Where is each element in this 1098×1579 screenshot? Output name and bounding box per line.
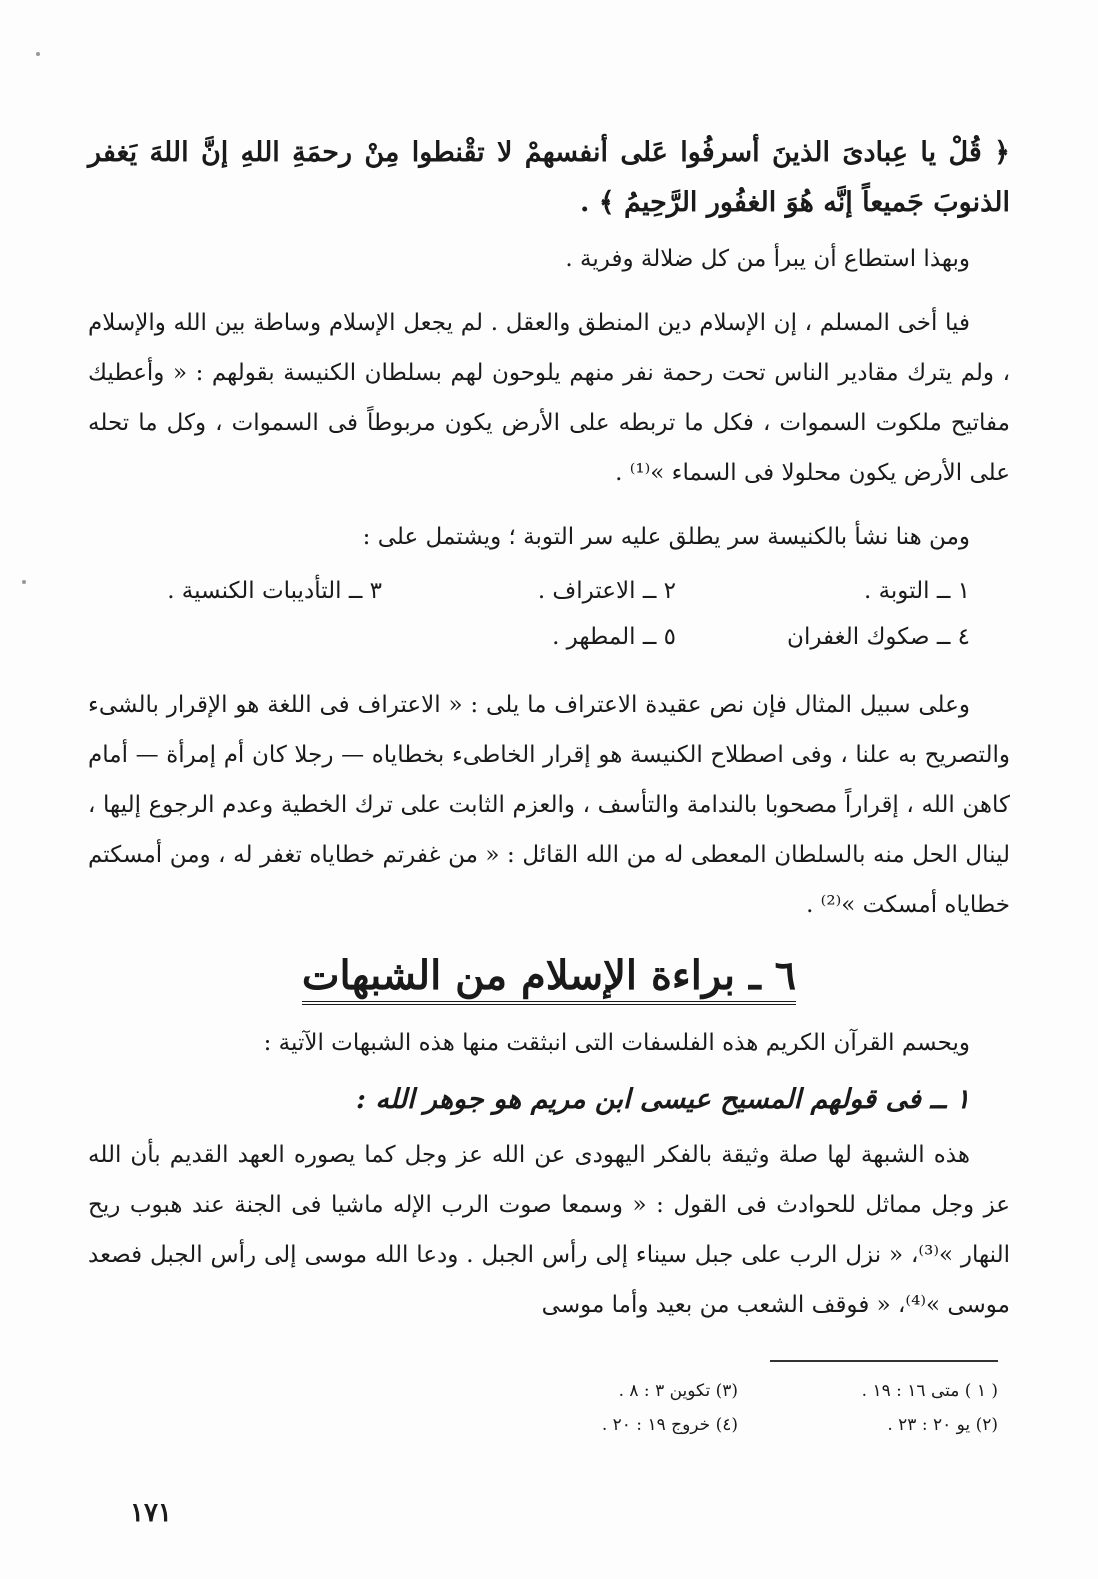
paragraph: ويحسم القرآن الكريم هذه الفلسفات التى انبثقت منها هذه الشبهات الآتية : — [263, 1030, 970, 1056]
paragraph: وعلى سبيل المثال فإن نص عقيدة الاعتراف ما يلى : « الاعتراف فى اللغة هو الإقرار بالشىء والتصريح به علنا ، وفى اصطلاح الكنيسة هو إقرار الخاطىء بخطاياه — رجلا كان أم إمرأة — أمام كاهن الله ، إقراراً مصحوبا بالندامة والتأسف ، والعزم الثابت على ترك الخطية وعدم الرجوع إليها ، لينال الحل منه بالسلطان المعطى له من الله القائل : « من غفرتم خطاياه تغفر له ، ومن أمسكتم خطاياه أمسكت »⁽²⁾ . — [88, 692, 1010, 918]
list-item: ٢ ــ الاعتراف . — [537, 578, 676, 604]
footnote-divider — [770, 1360, 998, 1362]
list-item: ٤ ــ صكوك الغفران — [787, 624, 970, 650]
footnotes — [518, 1374, 998, 1442]
paragraph: ومن هنا نشأ بالكنيسة سر يطلق عليه سر التوبة ؛ ويشتمل على : — [362, 524, 970, 550]
footnote: (٢) يو ٢٠ : ٢٣ . — [887, 1415, 998, 1435]
footnote: (٤) خروج ١٩ : ٢٠ . — [601, 1415, 738, 1435]
list-item: ١ ــ التوبة . — [863, 578, 970, 604]
scan-speck — [36, 52, 40, 56]
list-item: ٣ ــ التأديبات الكنسية . — [167, 578, 382, 604]
page-number: ١٧١ — [130, 1498, 172, 1528]
section-title — [88, 948, 1010, 1004]
quran-verse: ﴿ قُلْ يا عِبادىَ الذينَ أسرفُوا عَلى أنفسهمْ لا تقْنطوا مِنْ رحمَةِ اللهِ إنَّ اللهَ يَغفر الذنوبَ جَميعاً إنَّه هُوَ الغفُور الرَّحِيمُ ﴾ . — [88, 137, 1010, 218]
footnote: (٣) تكوين ٣ : ٨ . — [618, 1381, 738, 1401]
list-item: ٥ ــ المطهر . — [552, 624, 676, 650]
section-title-text: ٦ ـ براءة الإسلام من الشبهات — [302, 952, 796, 1005]
sacrament-list — [88, 568, 1010, 660]
paragraph: وبهذا استطاع أن يبرأ من كل ضلالة وفرية . — [565, 246, 970, 272]
paragraph: هذه الشبهة لها صلة وثيقة بالفكر اليهودى عن الله عز وجل كما يصوره العهد القديم بأن الله عز وجل مماثل للحوادث فى القول : « وسمعا صوت الرب الإله ماشيا فى الجنة عند هبوب ريح النهار »⁽³⁾، « نزل الرب على جبل سيناء إلى رأس الجبل . ودعا الله موسى إلى رأس الجبل فصعد موسى »⁽⁴⁾، « فوقف الشعب من بعيد وأما موسى — [88, 1142, 1010, 1318]
footnote: ( ١ ) متى ١٦ : ١٩ . — [861, 1381, 998, 1401]
page-body — [88, 128, 1010, 1330]
subheading: ١ ــ فى قولهم المسيح عيسى ابن مريم هو جوهر الله : — [356, 1084, 970, 1115]
scan-speck — [22, 580, 26, 584]
paragraph: فيا أخى المسلم ، إن الإسلام دين المنطق والعقل . لم يجعل الإسلام وساطة بين الله والإسلام ، ولم يترك مقادير الناس تحت رحمة نفر منهم يلوحون لهم بسلطان الكنيسة بقولهم : « وأعطيك مفاتيح ملكوت السموات ، فكل ما تربطه على الأرض يكون مربوطاً فى السموات ، وكل ما تحله على الأرض يكون محلولا فى السماء »⁽¹⁾ . — [88, 310, 1010, 486]
